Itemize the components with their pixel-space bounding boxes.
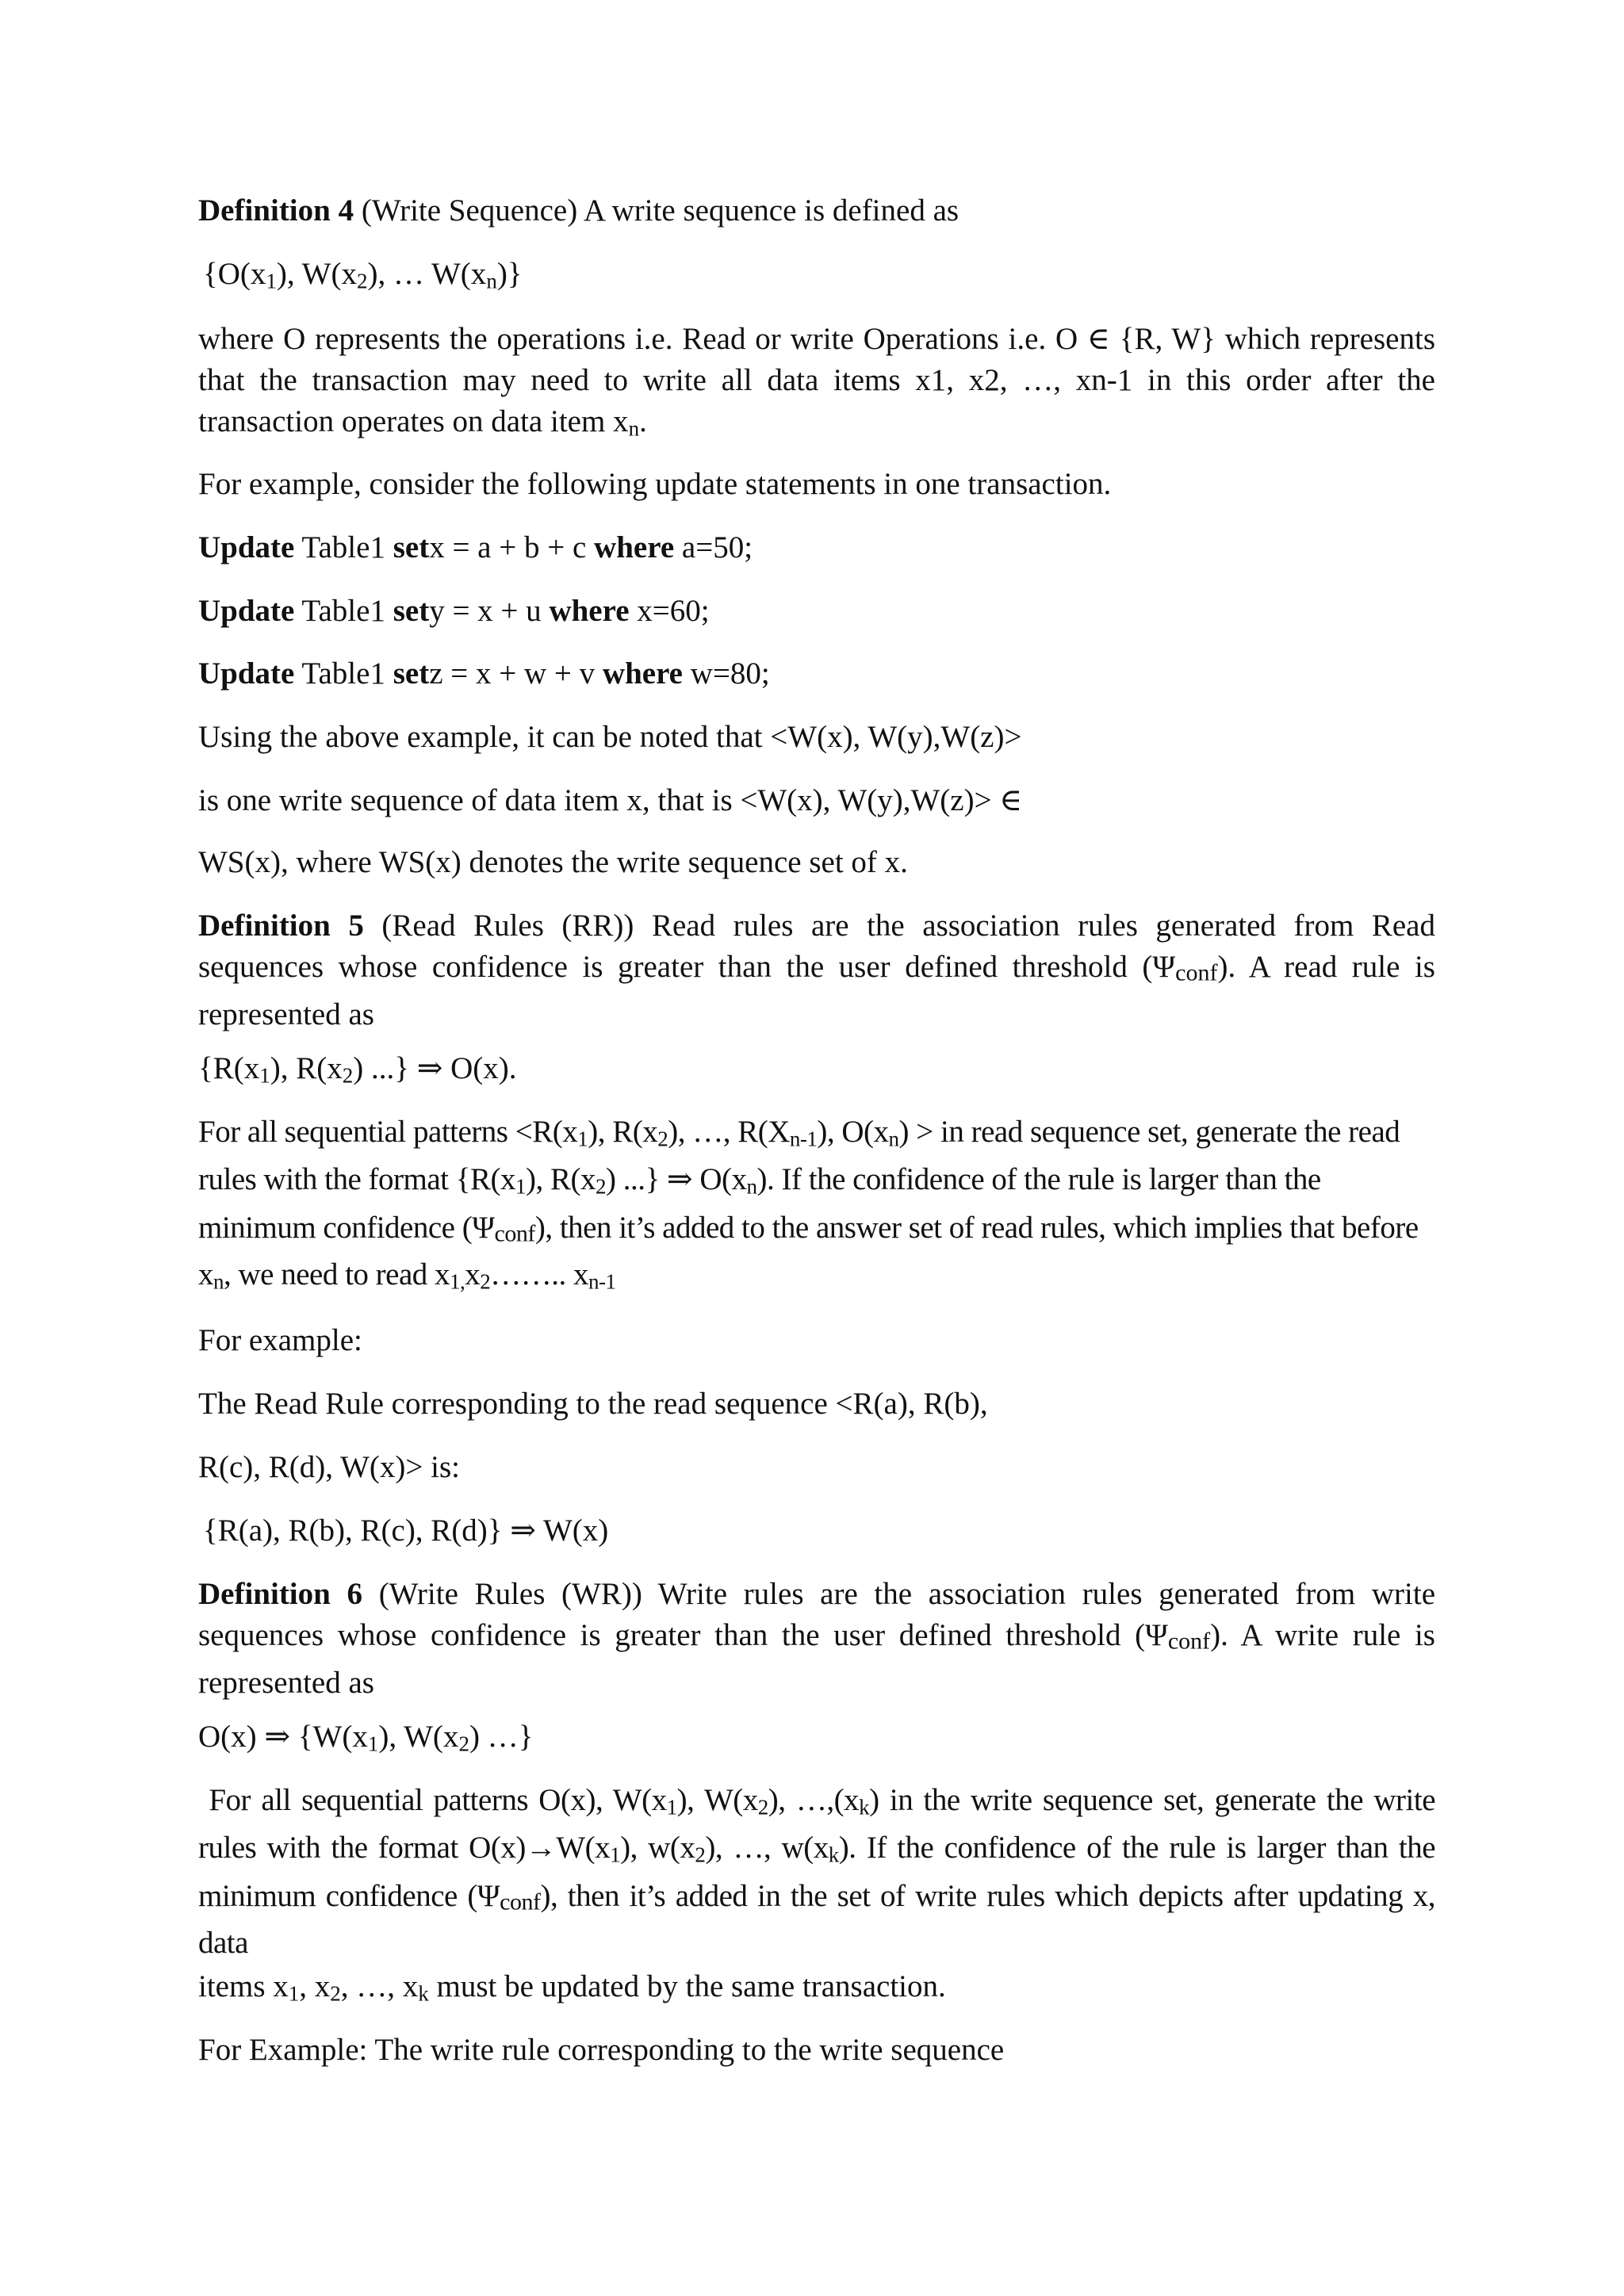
update-statement-1: Update Table1 setx = a + b + c where a=50; <box>198 530 753 564</box>
write-rule-items-line: items $x_1$, $x_2$, …, $x_k$ must be updated by the same transaction. <box>198 1969 946 2006</box>
example-line-1: Using the above example, it can be noted that <W(x), W(y),W(z)> <box>198 720 1022 754</box>
read-rule-example: {R(a), R(b), R(c), R(d)} ⇒ W(x) <box>203 1513 609 1548</box>
example-line-2: is one write sequence of data item x, that is <W(x), W(y),W(z)> ∈ <box>198 783 1023 817</box>
definition-4-paragraph: where O represents the operations i.e. Read or write Operations i.e. O ∈ {R, W} which represents that the transaction may need to write all data items x1, x2, …, xn-1 in this order after the transaction operates on data item $x_n$. <box>198 322 1435 441</box>
definition-4-heading <box>198 190 1435 232</box>
definition-6-paragraph: Definition 6 (Write Rules (WR)) Write rules are the association rules generated from write sequences whose confidence is greater than the user defined threshold (Ψconf). A write rule is represented as <box>198 1577 1436 1700</box>
definition-5-paragraph: Definition 5 (Read Rules (RR)) Read rules are the association rules generated from Read sequences whose confidence is greater than the user defined threshold (Ψconf). A read rule is represented as <box>198 909 1435 1031</box>
definition-5-label: Definition 5 <box>198 909 364 943</box>
read-rule-line-2: R(c), R(d), W(x)> is: <box>198 1450 460 1484</box>
example-intro: For example, consider the following update statements in one transaction. <box>198 467 1112 501</box>
definition-4-text: (Write Sequence) A write sequence is defined as <box>361 193 959 228</box>
definition-4-label: Definition 4 <box>198 193 354 228</box>
example-line-3: WS(x), where WS(x) denotes the write sequence set of x. <box>198 845 908 879</box>
write-rule-formula: O(x) ⇒ {$W(x_1)$, $W(x_2)$ …} <box>198 1720 534 1756</box>
final-line: For Example: The write rule corresponding to the write sequence <box>198 2033 1005 2067</box>
update-statement-2: Update Table1 sety = x + u where x=60; <box>198 594 710 628</box>
update-statement-3: Update Table1 setz = x + w + v where w=80; <box>198 656 770 691</box>
read-rule-line-1: The Read Rule corresponding to the read sequence <R(a), R(b), <box>198 1387 988 1421</box>
definition-5-explanation: For all sequential patterns $<R(x_1)$, $R(x_2)$, …, $R(X_{n-1})$, $O(x_n)$ > in read sequence set, generate the read rules with the format {$R(x_1)$, $R(x_2)$ ...} ⇒ $O(x_n)$. If the confidence of the rule is larger than the minimum confidence (Ψconf), then it’s added to the answer set of read rules, which implies that before $x_n$, we need to read $x_{1,}x_2\dots\dots$.. $x_{n-1}$ <box>198 1115 1419 1294</box>
definition-6-label: Definition 6 <box>198 1577 363 1611</box>
for-example-label: For example: <box>198 1323 362 1357</box>
write-sequence-formula: {$O(x_1)$, $W(x_2)$, … $W(x_n)$} <box>203 257 523 293</box>
read-rule-formula: {$R(x_1)$, $R(x_2)$ ...} ⇒ O(x). <box>198 1051 517 1088</box>
definition-6-explanation: For all sequential patterns O(x), $W(x_1)$, $W(x_2)$, $\dots,(x_k)$ in the write sequence set, generate the write rules with the format $O(x)\to W(x_1)$, $w(x_2)$, …, $w(x_k)$. If the confidence of the rule is larger than the minimum confidence (Ψconf), then it’s added in the set of write rules which depicts after updating x, data <box>198 1783 1436 1961</box>
